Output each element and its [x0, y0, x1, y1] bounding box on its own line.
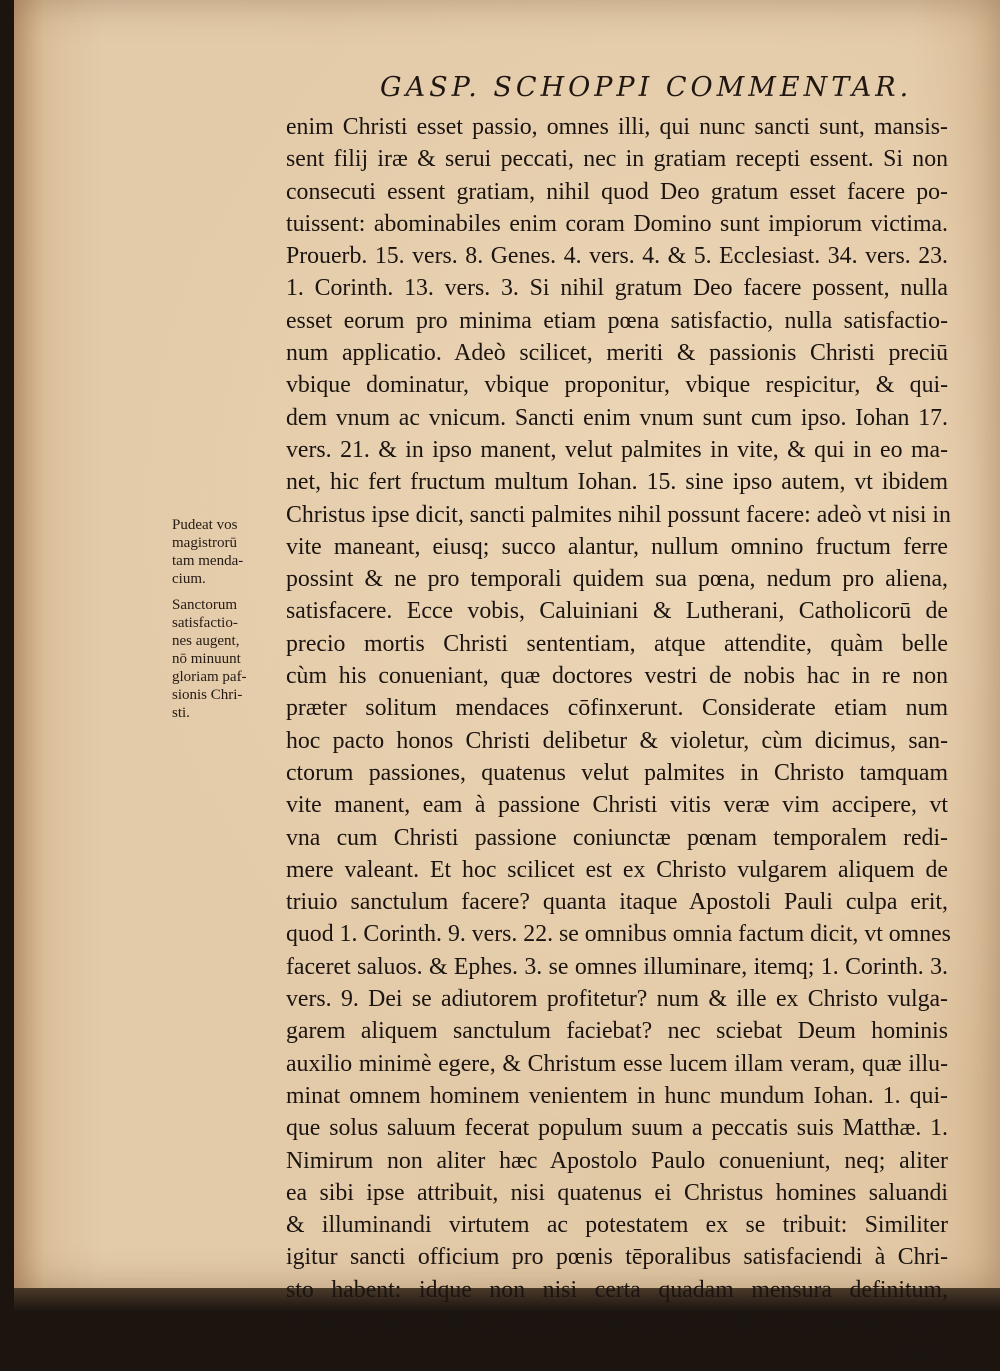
text-line: præter solitum mendaces cōfinxerunt. Considerate etiam num [286, 695, 948, 722]
running-title: GASP. SCHOPPI COMMENTAR. [380, 72, 913, 103]
text-line: triuio sanctulum facere? quanta itaque Apostoli Pauli culpa erit, [286, 889, 948, 916]
margin-note-line: cium. [172, 571, 206, 587]
margin-note-line: nes augent, [172, 633, 240, 649]
text-line: quod 1. Corinth. 9. vers. 22. se omnibus omnia factum dicit, vt omnes [286, 921, 951, 948]
text-line: Prouerb. 15. vers. 8. Genes. 4. vers. 4. & 5. Ecclesiast. 34. vers. 23. [286, 243, 948, 270]
margin-note-line: gloriam paf- [172, 669, 247, 685]
text-line: vite maneant, eiusq; succo alantur, nullum omnino fructum ferre [286, 533, 948, 560]
text-line: que solus saluum fecerat populum suum a peccatis suis Matthæ. 1. [286, 1115, 948, 1142]
text-line: & ad pœnas tantùm, quæ post remissam culpam supersunt, expi- [286, 1308, 948, 1335]
text-line: num applicatio. Adeò scilicet, meriti & passionis Christi preciū [286, 340, 948, 367]
text-line: Nimirum non aliter hæc Apostolo Paulo conueniunt, neq; aliter [286, 1147, 948, 1174]
text-line: precio mortis Christi sententiam, atque attendite, quàm belle [286, 630, 948, 657]
margin-notes [172, 516, 284, 722]
margin-note [172, 596, 284, 722]
main-text-column [286, 111, 951, 1371]
text-line: vers. 21. & in ipso manent, velut palmites in vite, & qui in eo ma- [286, 436, 948, 463]
margin-note-line: sionis Chri- [172, 687, 243, 703]
text-line: minat omnem hominem venientem in hunc mundum Iohan. 1. qui- [286, 1082, 948, 1109]
text-line: vna cum Christi passione coniunctæ pœnam temporalem redi- [286, 824, 948, 851]
margin-note-line: Pudeat vos [172, 517, 238, 533]
text-line: sent filij iræ & serui peccati, nec in gratiam recepti essent. Si non [286, 146, 948, 173]
text-line: ea sibi ipse attribuit, nisi quatenus ei Christus homines saluandi [286, 1179, 948, 1206]
margin-note-line: sti. [172, 705, 190, 721]
text-line: & illuminandi virtutem ac potestatem ex se tribuit: Similiter [286, 1212, 948, 1239]
text-line: Christus ipse dicit, sancti palmites nihil possunt facere: adeò vt nisi in [286, 501, 951, 528]
margin-note-line: tam menda- [172, 553, 244, 569]
text-line: tuissent: abominabiles enim coram Domino sunt impiorum victima. [286, 210, 948, 237]
text-line: cùm his conueniant, quæ doctores vestri de nobis hac in re non [286, 663, 948, 690]
text-line: consecuti essent gratiam, nihil quod Deo gratum esset facere po- [286, 178, 948, 205]
margin-note-line: satisfactio- [172, 615, 238, 631]
text-line: sto habent: idque non nisi certa quadam mensura definitum, [286, 1276, 948, 1303]
text-line: faceret saluos. & Ephes. 3. se omnes illuminare, itemq; 1. Corinth. 3. [286, 953, 948, 980]
margin-note-line: magistrorū [172, 535, 237, 551]
text-line: satisfacere. Ecce vobis, Caluiniani & Lutherani, Catholicorū de [286, 598, 948, 625]
text-line: igitur sancti officium pro pœnis tēporalibus satisfaciendi à Chri- [286, 1244, 948, 1271]
margin-note-line: nō minuunt [172, 651, 241, 667]
text-line: esset eorum pro minima etiam pœna satisfactio, nulla satisfactio- [286, 307, 948, 334]
margin-note [172, 516, 284, 588]
text-line: vite manent, eam à passione Christi vitis veræ vim accipere, vt [286, 792, 948, 819]
text-line: hoc pacto honos Christi delibetur & violetur, cùm dicimus, san- [286, 727, 948, 754]
text-line: vers. 9. Dei se adiutorem profitetur? num & ille ex Christo vulga- [286, 986, 948, 1013]
catchword: andas [893, 1341, 948, 1368]
text-line: mere valeant. Et hoc scilicet est ex Christo vulgarem aliquem de [286, 856, 948, 883]
margin-note-line: Sanctorum [172, 597, 237, 613]
text-line: auxilio minimè egere, & Christum esse lucem illam veram, quæ illu- [286, 1050, 948, 1077]
text-line: net, hic fert fructum multum Iohan. 15. sine ipso autem, vt ibidem [286, 469, 948, 496]
text-line: 1. Corinth. 13. vers. 3. Si nihil gratum Deo facere possent, nulla [286, 275, 948, 302]
text-line: ctorum passiones, quatenus velut palmites in Christo tamquam [286, 759, 948, 786]
text-line: garem aliquem sanctulum faciebat? nec sciebat Deum hominis [286, 1018, 948, 1045]
text-line: possint & ne pro temporali quidem sua pœna, nedum pro aliena, [286, 566, 948, 593]
text-line: dem vnum ac vnicum. Sancti enim vnum sunt cum ipso. Iohan 17. [286, 404, 948, 431]
text-line: vbique dominatur, vbique proponitur, vbique respicitur, & qui- [286, 372, 948, 399]
text-line: enim Christi esset passio, omnes illi, qui nunc sancti sunt, mansis- [286, 114, 948, 140]
